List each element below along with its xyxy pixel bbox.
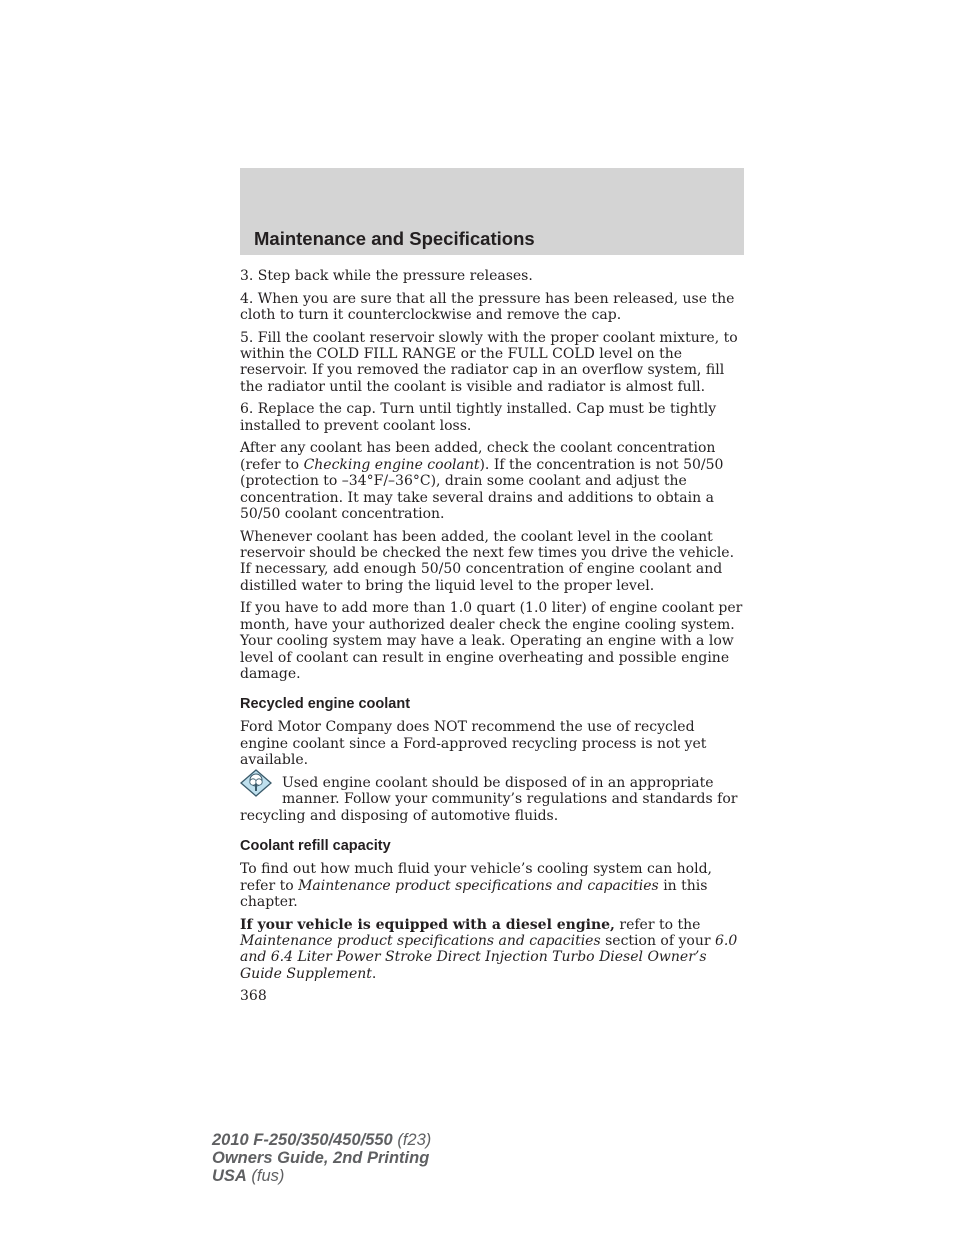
page-number: 368: [240, 988, 267, 1005]
concentration-paragraph: After any coolant has been added, check the coolant concentration (refer to Checking engine coolant). If the concentration is not 50/50 (protection to –34°F/–36°C), drain some coolant and adjust the concentration. It may take several drains and additions to obtain a 50/50 coolant concentration.: [240, 440, 724, 523]
environment-tree-icon: [240, 769, 272, 797]
check-paragraph: Whenever coolant has been added, the coolant level in the coolant reservoir should be checked the next few times you drive the vehicle. If necessary, add enough 50/50 concentration of engine coolant and distilled water to bring the liquid level to the proper level.: [240, 528, 735, 594]
cross-reference: Checking engine coolant: [303, 456, 480, 473]
step-5: 5. Fill the coolant reservoir slowly with the proper coolant mixture, to within the COLD FILL RANGE or the FULL COLD level on the reservoir. If you removed the radiator cap in an overflow system, fill the radiator until the coolant is visible and radiator is almost full.: [240, 329, 738, 395]
footer-line-3: USA (fus): [212, 1167, 285, 1185]
step-6: 6. Replace the cap. Turn until tightly installed. Cap must be tightly installed to prevent coolant loss.: [240, 401, 717, 434]
capacity-heading: Coolant refill capacity: [240, 838, 391, 855]
diesel-paragraph: If your vehicle is equipped with a diesel engine, refer to the Maintenance product specifications and capacities section of your 6.0 and 6.4 Liter Power Stroke Direct Injection Turbo Diesel Owner’s Guide Supplement.: [240, 916, 738, 982]
cross-reference: Maintenance product specifications and capacities: [298, 877, 659, 894]
environment-note: Used engine coolant should be disposed of in an appropriate manner. Follow your community’s regulations and standards for recycling and disposing of automotive fluids.: [240, 775, 746, 824]
step-3: 3. Step back while the pressure releases.: [240, 268, 533, 284]
leak-paragraph: If you have to add more than 1.0 quart (1.0 liter) of engine coolant per month, have your authorized dealer check the engine cooling system. Your cooling system may have a leak. Operating an engine with a low level of coolant can result in engine overheating and possible engine damage.: [240, 600, 743, 683]
cross-reference: Maintenance product specifications and capacities: [240, 932, 601, 949]
recycled-heading: Recycled engine coolant: [240, 696, 411, 713]
page-content: [240, 268, 746, 1005]
footer-line-2: Owners Guide, 2nd Printing: [212, 1149, 430, 1167]
section-title: Maintenance and Specifications: [254, 228, 535, 249]
section-header-band: [240, 168, 744, 255]
recycled-paragraph: Ford Motor Company does NOT recommend the use of recycled engine coolant since a Ford-approved recycling process is not yet available.: [240, 719, 707, 769]
document-footer: [212, 1131, 431, 1185]
footer-line-1: 2010 F-250/350/450/550 (f23): [212, 1131, 432, 1149]
capacity-paragraph: To find out how much fluid your vehicle’s cooling system can hold, refer to Maintenance product specifications and capacities in this chapter.: [240, 861, 713, 910]
supplement-reference: 6.0 and 6.4 Liter Power Stroke Direct Injection Turbo Diesel Owner’s Guide Supplement: [240, 932, 738, 982]
step-4: 4. When you are sure that all the pressure has been released, use the cloth to turn it counterclockwise and remove the cap.: [240, 290, 735, 323]
